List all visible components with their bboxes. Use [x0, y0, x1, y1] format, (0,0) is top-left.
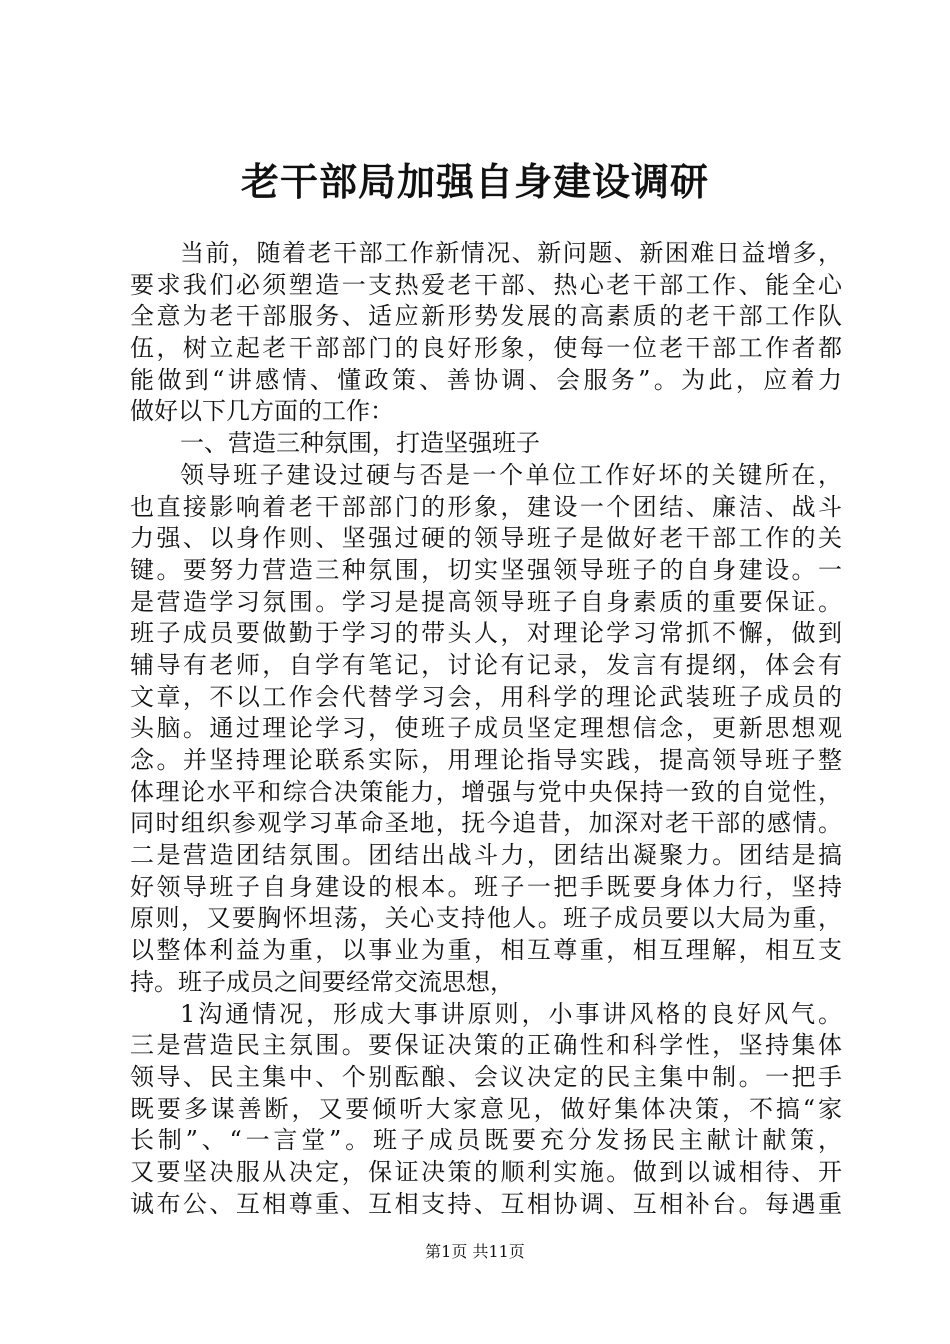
- body-line: 又要坚决服从决定，保证决策的顺利实施。做到以诚相待、开: [130, 1157, 842, 1186]
- body-line: 也直接影响着老干部部门的形象，建设一个团结、廉洁、战斗: [130, 492, 842, 521]
- body-line: 伍，树立起老干部部门的良好形象，使每一位老干部工作者都: [130, 334, 842, 363]
- body-line: 持。班子成员之间要经常交流思想，: [130, 967, 514, 996]
- body-line: 体理论水平和综合决策能力，增强与党中央保持一致的自觉性，: [130, 777, 842, 806]
- body-line: 好领导班子自身建设的根本。班子一把手既要身体力行，坚持: [130, 872, 842, 901]
- body-line: 当前，随着老干部工作新情况、新问题、新困难日益增多，: [180, 239, 842, 267]
- body-line: 同时组织参观学习革命圣地，抚今追昔，加深对老干部的感情。: [130, 809, 842, 838]
- document-title: 老干部局加强自身建设调研: [240, 160, 709, 204]
- body-line: 头脑。通过理论学习，使班子成员坚定理想信念，更新思想观: [130, 714, 842, 743]
- body-line: 做好以下几方面的工作：: [130, 397, 394, 426]
- body-line: 力强、以身作则、坚强过硬的领导班子是做好老干部工作的关: [130, 524, 842, 553]
- body-line: 是营造学习氛围。学习是提高领导班子自身素质的重要保证。: [130, 587, 842, 616]
- body-line: 班子成员要做勤于学习的带头人，对理论学习常抓不懈，做到: [130, 619, 842, 648]
- body-line: 能做到“讲感情、懂政策、善协调、会服务”。为此，应着力: [130, 365, 842, 394]
- body-line: 二是营造团结氛围。团结出战斗力，团结出凝聚力。团结是搞: [130, 841, 842, 870]
- body-line: 1沟通情况，形成大事讲原则，小事讲风格的良好风气。: [180, 999, 842, 1028]
- body-line: 全意为老干部服务、适应新形势发展的高素质的老干部工作队: [130, 302, 842, 331]
- body-line: 念。并坚持理论联系实际，用理论指导实践，提高领导班子整: [130, 746, 842, 774]
- body-line: 辅导有老师，自学有笔记，讨论有记录，发言有提纲，体会有: [130, 650, 842, 679]
- body-line: 以整体利益为重，以事业为重，相互尊重，相互理解，相互支: [130, 936, 842, 965]
- body-line: 领导班子建设过硬与否是一个单位工作好坏的关键所在，: [180, 460, 842, 489]
- page-footer: 第1页 共11页: [425, 1242, 525, 1261]
- body-line: 一、营造三种氛围，打造坚强班子: [180, 429, 540, 458]
- document-body: [130, 238, 842, 1220]
- body-line: 文章，不以工作会代替学习会，用科学的理论武装班子成员的: [130, 682, 842, 711]
- body-line: 原则，又要胸怀坦荡，关心支持他人。班子成员要以大局为重，: [130, 904, 842, 933]
- body-line: 键。要努力营造三种氛围，切实坚强领导班子的自身建设。一: [130, 555, 842, 584]
- body-line: 要求我们必须塑造一支热爱老干部、热心老干部工作、能全心: [130, 270, 842, 299]
- body-line: 领导、民主集中、个别酝酿、会议决定的民主集中制。一把手: [130, 1062, 842, 1091]
- body-line: 既要多谋善断，又要倾听大家意见，做好集体决策，不搞“家: [130, 1094, 842, 1123]
- body-line: 诚布公、互相尊重、互相支持、互相协调、互相补台。每遇重: [130, 1189, 842, 1218]
- body-line: 长制”、“一言堂”。班子成员既要充分发扬民主献计献策，: [130, 1126, 842, 1155]
- body-line: 三是营造民主氛围。要保证决策的正确性和科学性，坚持集体: [130, 1031, 842, 1060]
